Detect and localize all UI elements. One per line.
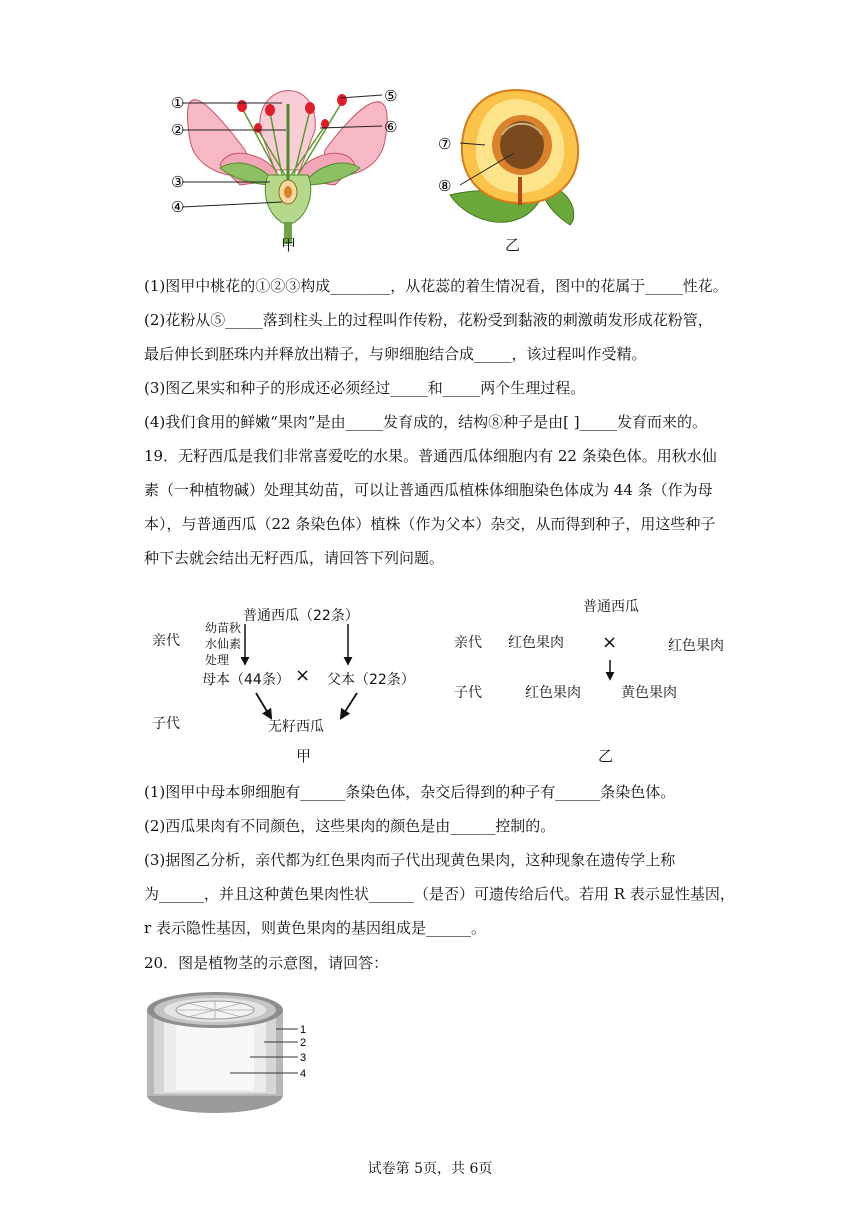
label-6: ⑥ <box>384 119 398 136</box>
q18-line-2: (2)花粉从⑤_____落到柱头上的过程叫作传粉，花粉受到黏液的刺激萌发形成花粉管， <box>144 311 713 329</box>
jia-child-label: 子代 <box>152 716 180 732</box>
jia-cross: × <box>295 665 311 686</box>
yi-child-2: 黄色果肉 <box>621 685 677 701</box>
stem-label-3: 3 <box>300 1052 307 1064</box>
label-8: ⑧ <box>438 178 452 195</box>
page-footer: 试卷第 5页，共 6页 <box>367 1161 493 1177</box>
q19-answer-5: r 表示隐性基因，则黄色果肉的基因组成是______。 <box>144 919 486 937</box>
stem-diagram <box>140 985 320 1120</box>
yi-parent-2: 红色果肉 <box>668 638 724 654</box>
q19-line-1: 19．无籽西瓜是我们非常喜爱吃的水果。普通西瓜体细胞内有 22 条染色体。用秋水仙 <box>144 447 717 465</box>
jia-caption: 甲 <box>296 747 312 765</box>
stem-label-4: 4 <box>300 1068 307 1080</box>
jia-result: 无籽西瓜 <box>268 719 324 735</box>
jia-treat-1: 幼苗秋 <box>205 621 242 635</box>
yi-caption: 乙 <box>598 747 614 765</box>
q19-line-2: 素（一种植物碱）处理其幼苗，可以让普通西瓜植株体细胞染色体成为 44 条（作为母 <box>144 481 713 499</box>
jia-treat-2: 水仙素 <box>205 637 242 651</box>
yi-child-label: 子代 <box>454 685 482 701</box>
q20-stem: 20．图是植物茎的示意图，请回答： <box>144 954 389 972</box>
q19-answer-3: (3)据图乙分析，亲代都为红色果肉而子代出现黄色果肉，这种现象在遗传学上称 <box>144 851 676 869</box>
jia-father: 父本（22条） <box>327 672 415 688</box>
label-3: ③ <box>171 174 185 191</box>
stem-label-2: 2 <box>300 1037 307 1049</box>
yi-child-1: 红色果肉 <box>525 685 581 701</box>
jia-treat-3: 处理 <box>205 653 230 667</box>
jia-parent-label: 亲代 <box>152 633 180 649</box>
yi-title: 普通西瓜 <box>583 599 639 615</box>
jia-top: 普通西瓜（22条） <box>243 608 359 624</box>
q19-line-4: 种下去就会结出无籽西瓜，请回答下列问题。 <box>144 549 445 567</box>
q19-answer-1: (1)图甲中母本卵细胞有______条染色体，杂交后得到的种子有______条染色体。 <box>144 783 676 801</box>
yi-parent-label: 亲代 <box>454 635 482 651</box>
q19-line-3: 本），与普通西瓜（22 条染色体）植株（作为父本）杂交，从而得到种子，用这些种子 <box>144 515 716 533</box>
q19-answer-2: (2)西瓜果肉有不同颜色，这些果肉的颜色是由______控制的。 <box>144 817 556 835</box>
q18-line-4: (3)图乙果实和种子的形成还必须经过_____和_____两个生理过程。 <box>144 379 586 397</box>
q18-line-1: (1)图甲中桃花的①②③构成________，从花蕊的着生情况看，图中的花属于_____性花。 <box>144 277 728 295</box>
yi-parent-1: 红色果肉 <box>508 635 564 651</box>
label-7: ⑦ <box>438 136 452 153</box>
caption-jia: 甲 <box>281 236 297 254</box>
label-1: ① <box>171 95 185 112</box>
caption-yi: 乙 <box>505 236 521 254</box>
q18-line-5: (4)我们食用的鲜嫩“果肉”是由_____发育成的，结构⑧种子是由[ ]_____发育而来的。 <box>144 413 708 431</box>
label-2: ② <box>171 122 185 139</box>
stem-label-1: 1 <box>300 1024 307 1036</box>
jia-mother: 母本（44条） <box>202 672 290 688</box>
label-4: ④ <box>171 199 185 216</box>
q19-answer-4: 为______，并且这种黄色果肉性状______（是否）可遗传给后代。若用 R 表示显性基因， <box>144 885 735 903</box>
label-5: ⑤ <box>384 88 398 105</box>
yi-cross: × <box>602 632 618 653</box>
q18-line-3: 最后伸长到胚珠内并释放出精子，与卵细胞结合成_____，该过程叫作受精。 <box>144 345 647 363</box>
